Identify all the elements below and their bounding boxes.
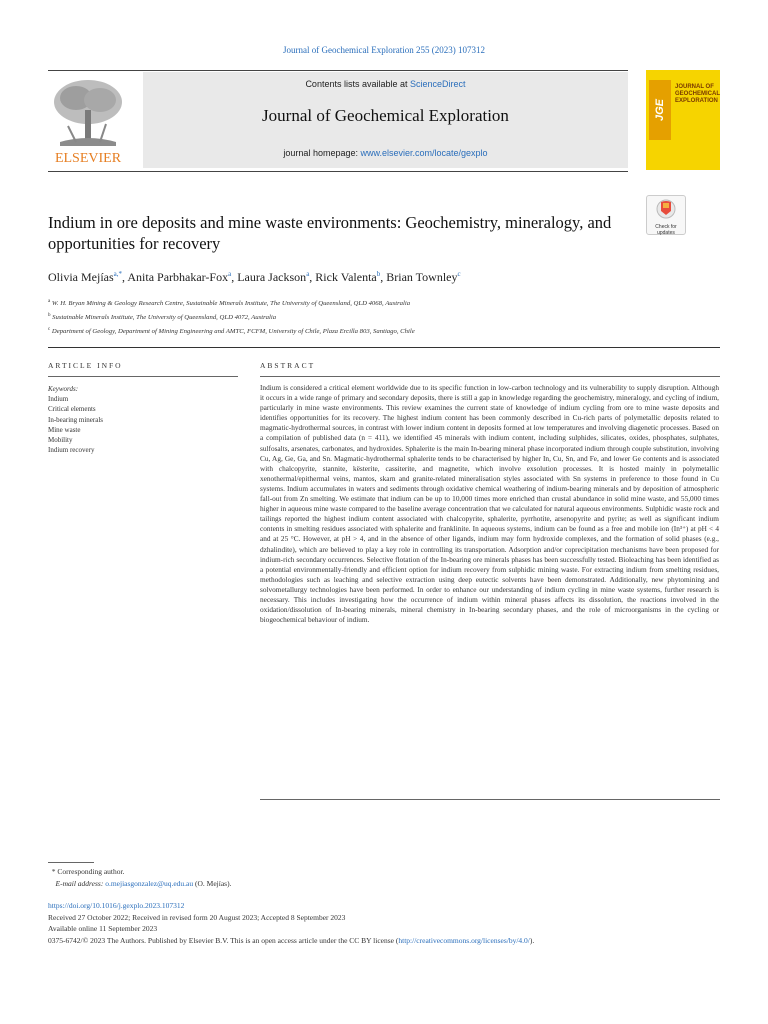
cover-title-line: JOURNAL OF xyxy=(675,84,714,90)
keyword: In-bearing minerals xyxy=(48,415,104,424)
contents-prefix: Contents lists available at xyxy=(305,79,408,89)
contents-line xyxy=(143,79,628,89)
abstract-bottom-divider xyxy=(260,799,720,800)
crossmark-label xyxy=(647,224,685,236)
keywords-section xyxy=(48,384,238,455)
affiliation-text: W. H. Bryan Mining & Geology Research Centre, Sustainable Minerals Institute, The University of Queensland, QLD 4068, Australia xyxy=(51,300,411,308)
homepage-line xyxy=(143,148,628,158)
license-link[interactable]: http://creativecommons.org/licenses/by/4.0/ xyxy=(398,935,530,945)
email-suffix: (O. Mejías). xyxy=(195,878,232,888)
affiliation xyxy=(48,324,728,338)
elsevier-logo xyxy=(48,76,128,166)
author-superscript[interactable]: a xyxy=(306,270,310,278)
publication-info xyxy=(48,900,738,946)
corresponding-label: Corresponding author. xyxy=(57,867,125,876)
homepage-link[interactable]: www.elsevier.com/locate/gexplo xyxy=(360,148,488,158)
crossmark-line: Check for xyxy=(655,224,677,230)
license-text: 0375-6742/© 2023 The Authors. Published by Elsevier B.V. This is an open access article under the CC BY license ( xyxy=(48,935,399,945)
corresponding-note: * Corresponding author. xyxy=(48,867,125,876)
author-name[interactable]: Rick Valenta xyxy=(315,270,377,284)
affiliation xyxy=(48,296,728,310)
received-dates: Received 27 October 2022; Received in revised form 20 August 2023; Accepted 8 September 2023 xyxy=(48,912,346,922)
keyword: Indium xyxy=(48,395,69,404)
keyword: Mobility xyxy=(48,436,73,445)
cover-abbreviation: JGE xyxy=(649,80,671,140)
abstract-heading: ABSTRACT xyxy=(260,361,316,370)
license-line xyxy=(48,935,738,947)
keyword: Indium recovery xyxy=(48,446,95,455)
article-info-heading: ARTICLE INFO xyxy=(48,361,123,370)
abstract-text: Indium is considered a critical element worldwide due to its specific function in low-carbon technology and its vulnerability to supply disruption. Although it occurs in a wide range of primary and secondary deposits, there is still a gap in knowledge regarding the geochemistry, mineralogy, and cycling of indium, particularly in mine waste environments. This review examines the current state of knowledge of indium cycling from ore to mine waste deposits and identifies opportunities for its recovery. The highest indium content has been commonly described in Cu-rich parts of polymetallic deposits related to magmatic-hydrothermal sources, in contrast with lower indium content in deposits formed at low temperatures and involving diagenetic processes. Based on a compilation of published data (n = 411), we identified 45 minerals with indium content, including sulphides, silicates, oxides, phosphates, sulphates, sulfosalts, arsenates, carbonates, and hydroxides. Sphalerite is the main In-bearing mineral phase incorporated indium through couple substitution, involving Cu, Ag, Ge, Ga, and Sn. Magmatic-hydrothermal sphalerite tends to be characterised by higher In, Cu, Sn, and Fe, and lower Ge contents and is associated with chalcopyrite, stannite, kësterite, cassiterite, and magnetite, which involve exsolution processes. It is hosted mainly in polymetallic xenothermal/epithermal veins, mantos, skarn and granite-related mineralisation styles associated with Sn systems in preference to those found in Cu systems. Indium accumulates in waters and sediments through oxidative chemical weathering of indium-bearing minerals and by deposition of atmospheric fall-out from Zn smelting. We estimate that indium can be up to 10,000 times more enriched than crustal abundance in solid mine waste, and 55,000 times higher in aqueous mine waste compared to the baseline average concentration that we calculated for natural aqueous environments. Sulphidic waste rock and tailings reported the highest indium content associated with chalcopyrite, sphalerite, pyrrhotite, arsenopyrite and pyrite; as well as significant indium contents in smelting residues associated with sphalerite and franklinite. In aqueous systems, indium can be found as a free and mobile ion (In³⁺) at pH < 4 and at 25 °C. However, at pH > 4, and in the absence of other ligands, indium may form hydroxide complexes, and the formation of solid phases (e.g., dzhalindite), which are believed to play a key role in controlling its transportation. Adsorption and/or coprecipitation mechanisms have been proposed for indium-rich secondary occurrences. Selective flotation of the In-bearing ore minerals phases has been successfully tested. Bioleaching has been identified as a potential environmentally-friendly and efficient option for indium recovery from sulphidic mining waste. For extracting indium from smelting residues, methodologies such as leaching and selective extraction using deep eutectic solvents have been demonstrated. Additionally, new phytomining and solvometallurgy technologies have been performed. In order to enhance our understanding of indium cycling in mine waste systems, further research is necessary. This includes investigating how the occurrence of indium within mineral phases affects its dissolution, the reactions involved in the oxidation/dissolution of In-bearing minerals, mineral chemistry in In-bearing secondary phases, and the role of microorganisms in the cycling or biogeochemical behaviour of indium. xyxy=(260,383,719,625)
elsevier-tree-icon xyxy=(48,76,128,166)
affiliation-key: a xyxy=(48,299,51,304)
check-for-updates-button[interactable] xyxy=(646,195,686,235)
section-divider xyxy=(48,347,720,348)
affiliation-text: Sustainable Minerals Institute, The University of Queensland, QLD 4072, Australia xyxy=(52,314,277,322)
email-label: E-mail address: xyxy=(55,878,104,888)
journal-title: Journal of Geochemical Exploration xyxy=(262,106,509,125)
cover-title-line: GEOCHEMICAL xyxy=(675,91,720,97)
cover-title xyxy=(675,84,719,105)
article-title: Indium in ore deposits and mine waste environments: Geochemistry, mineralogy, and opportunities for recovery xyxy=(48,213,612,253)
keyword: Mine waste xyxy=(48,425,81,434)
affiliation xyxy=(48,310,728,324)
cover-title-line: EXPLORATION xyxy=(675,98,718,104)
author-superscript[interactable]: a xyxy=(228,270,232,278)
keywords-label: Keywords: xyxy=(48,385,79,393)
affiliation-key: b xyxy=(48,313,51,319)
footnote-divider xyxy=(48,862,94,863)
journal-cover-image[interactable] xyxy=(646,70,720,170)
author-name[interactable]: Olivia Mejías xyxy=(48,270,114,284)
doi-link[interactable]: https://doi.org/10.1016/j.gexplo.2023.107312 xyxy=(48,901,185,910)
affiliation-key: c xyxy=(48,327,51,333)
journal-reference[interactable]: Journal of Geochemical Exploration 255 (2023) 107312 xyxy=(283,45,485,55)
affiliation-list xyxy=(48,296,728,339)
sciencedirect-link[interactable]: ScienceDirect xyxy=(410,79,466,89)
author-name[interactable]: Laura Jackson xyxy=(237,270,307,284)
article-info-divider xyxy=(48,376,238,377)
author-name[interactable]: Brian Townley xyxy=(386,270,458,284)
author-superscript[interactable]: a,* xyxy=(113,270,123,278)
affiliation-text: Department of Geology, Department of Mining Engineering and AMTC, FCFM, University of Chile, Plaza Ercilla 803, Santiago, Chile xyxy=(51,328,415,336)
author-superscript[interactable]: c xyxy=(457,270,461,278)
email-link[interactable]: o.mejiasgonzalez@uq.edu.au xyxy=(105,878,194,888)
author-superscript[interactable]: b xyxy=(376,270,381,278)
email-line xyxy=(48,878,728,890)
footnote xyxy=(48,866,728,889)
author-name[interactable]: Anita Parbhakar-Fox xyxy=(127,270,229,284)
publisher-name: ELSEVIER xyxy=(54,151,122,166)
online-date: Available online 11 September 2023 xyxy=(48,924,158,933)
homepage-prefix: journal homepage: xyxy=(283,148,358,158)
license-suffix: ). xyxy=(529,935,535,945)
keyword: Critical elements xyxy=(48,405,96,414)
abstract-divider xyxy=(260,376,720,377)
crossmark-line: updates xyxy=(657,230,675,236)
author-list: Olivia Mejías$^{a,*}$, Anita Parbhakar-Fox$^a$, Laura Jackson$^a$, Rick Valenta$^b$, Brian Townley$^c$ xyxy=(48,270,461,284)
journal-header xyxy=(143,72,628,168)
crossmark-icon xyxy=(656,199,676,219)
